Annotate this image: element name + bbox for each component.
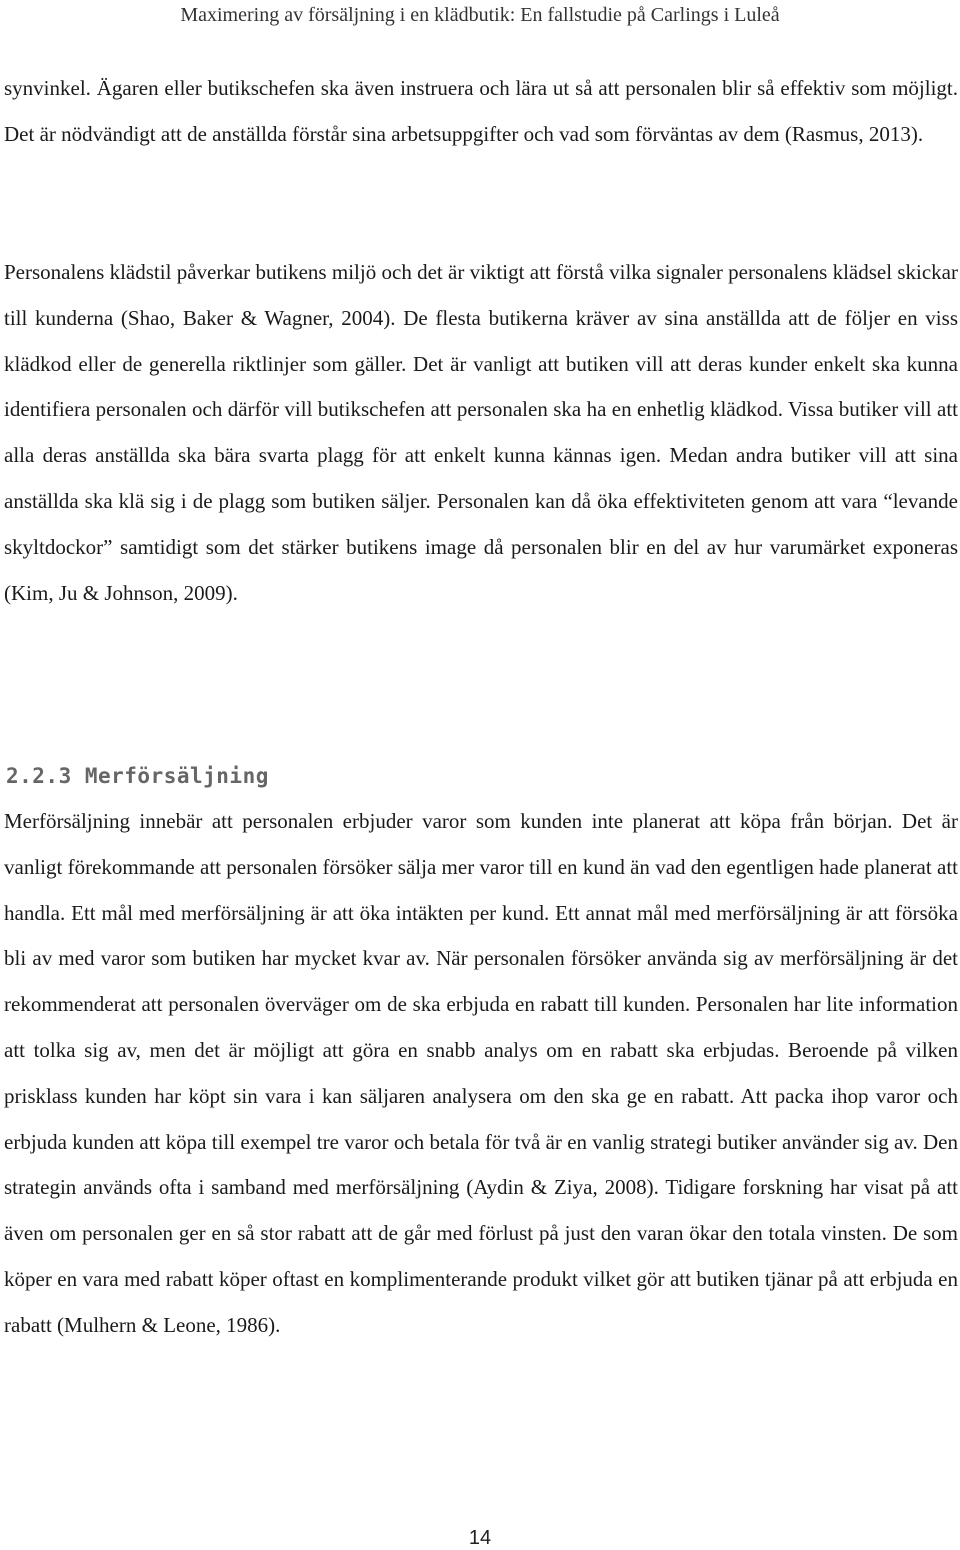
body-paragraph-upselling: Merförsäljning innebär att personalen erbjuder varor som kunden inte planerat att köpa från början. Det är vanligt förekommande att personalen försöker sälja mer varor till en kund än vad den egentligen hade planerat att handla. Ett mål med merförsäljning är att öka intäkten per kund. Ett annat mål med merförsäljning är att försöka bli av med varor som butiken har mycket kvar av. När personalen försöker använda sig av merförsäljning är det rekommenderat att personalen överväger om de ska erbjuda en rabatt till kunden. Personalen har lite information att tolka sig av, men det är möjligt att göra en snabb analys om en rabatt ska erbjudas. Beroende på vilken prisklass kunden har köpt sin vara i kan säljaren analysera om den ska ge en rabatt. Att packa ihop varor och erbjuda kunden att köpa till exempel tre varor och betala för två är en vanlig strategi butiker använder sig av. Den strategin används ofta i samband med merförsäljning (Aydin & Ziya, 2008). Tidigare forskning har visat på att även om personalen ger en så stor rabatt att de går med förlust på just den varan ökar den totala vinsten. De som köper en vara med rabatt köper oftast en komplimenterande produkt vilket gör att butiken tjänar på att erbjuda en rabatt (Mulhern & Leone, 1986). <box>4 809 958 1337</box>
running-header: Maximering av försäljning i en klädbutik: En fallstudie på Carlings i Luleå <box>180 4 780 26</box>
body-paragraph-continued: synvinkel. Ägaren eller butikschefen ska även instruera och lära ut så att personalen blir så effektiv som möjligt. Det är nödvändigt att de anställda förstår sina arbetsuppgifter och vad som förväntas av dem (Rasmus, 2013). <box>4 76 958 146</box>
body-paragraph-dress-code: Personalens klädstil påverkar butikens miljö och det är viktigt att förstå vilka signaler personalens klädsel skickar till kunderna (Shao, Baker & Wagner, 2004). De flesta butikerna kräver av sina anställda att de följer en viss klädkod eller de generella riktlinjer som gäller. Det är vanligt att butiken vill att deras kunder enkelt ska kunna identifiera personalen och därför vill butikschefen att personalen ska ha en enhetlig klädkod. Vissa butiker vill att alla deras anställda ska bära svarta plagg för att enkelt kunna kännas igen. Medan andra butiker vill att sina anställda ska klä sig i de plagg som butiken säljer. Personalen kan då öka effektiviteten genom att vara “levande skyltdockor” samtidigt som det stärker butikens image då personalen blir en del av hur varumärket exponeras (Kim, Ju & Johnson, 2009). <box>4 260 958 605</box>
page-number: 14 <box>468 1527 492 1549</box>
section-heading: 2.2.3 Merförsäljning <box>6 764 269 788</box>
